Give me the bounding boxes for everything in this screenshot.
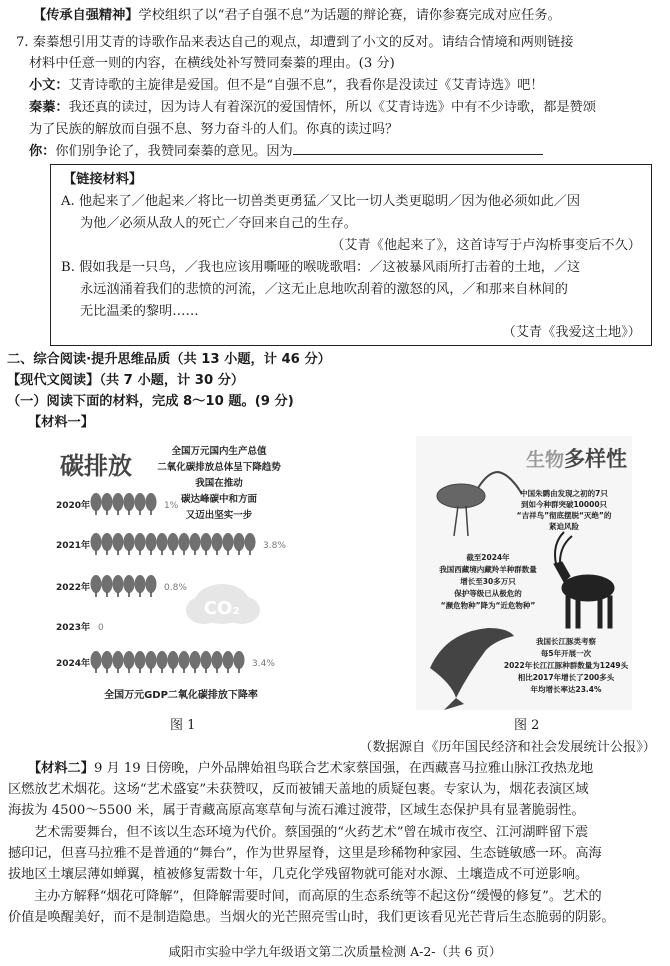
tree-trunk xyxy=(106,510,108,515)
material2-line2: 区燃放艺术烟花。这场“艺术盛宴”未获赞叹，反而被铺天盖地的质疑包裹。专家认为，烟花表演区域 xyxy=(8,782,589,797)
tree-trunk xyxy=(161,668,163,673)
tree-mark xyxy=(146,575,157,593)
dolphin-icon xyxy=(430,628,514,710)
tree-trunk xyxy=(150,510,152,515)
dolphin-text: 我国长江豚类考察 xyxy=(536,637,596,646)
tree-mark xyxy=(113,493,124,511)
q7-line2: 材料中任意一则的内容，在横线处补写赞同秦蓁的理由。(3 分) xyxy=(29,56,395,71)
dolphin-text: 2022年长江江豚种群数量为1249头 xyxy=(503,661,629,670)
tree-mark xyxy=(223,533,234,551)
figure-2-caption: 图 2 xyxy=(514,718,540,733)
tree-trunk xyxy=(128,668,130,673)
figure-2-biodiversity xyxy=(416,436,632,710)
fig1-note: 二氧化碳排放总体呈下降趋势 xyxy=(157,462,281,473)
tree-mark xyxy=(91,493,102,511)
tree-mark xyxy=(212,533,223,551)
tree-mark xyxy=(113,533,124,551)
value-label: 0 xyxy=(98,623,104,633)
dialogue-text: 你们别争论了，我赞同秦蓁的意见。因为 xyxy=(55,144,293,159)
answer-blank[interactable] xyxy=(293,142,543,155)
speaker-label: 小文： xyxy=(29,78,69,93)
deer-text: 增长至30多万只 xyxy=(460,577,516,586)
tree-mark xyxy=(124,493,135,511)
deer-text: “濒危物种”降为“近危物种” xyxy=(440,601,536,610)
figure-1-caption: 图 1 xyxy=(170,718,196,733)
tree-trunk xyxy=(117,668,119,673)
tree-mark xyxy=(190,651,201,669)
dialogue-text: 我还真的读过，因为诗人有着深沉的爱国情怀，所以《艾青诗选》中有不少诗歌，都是赞颂 xyxy=(68,100,597,115)
tree-mark xyxy=(124,575,135,593)
tree-mark xyxy=(179,533,190,551)
fig1-title: 碳排放 xyxy=(60,452,132,480)
speaker-label: 你： xyxy=(29,144,56,159)
link-title: 【链接材料】 xyxy=(63,172,143,187)
fig1-note: 又迈出坚实一步 xyxy=(185,510,253,521)
tree-mark xyxy=(234,533,245,551)
tree-mark xyxy=(157,651,168,669)
intro-tag: 【传承自强精神】 xyxy=(33,8,139,23)
dialogue-xiaowen xyxy=(29,76,544,95)
tree-trunk xyxy=(249,550,251,555)
tree-trunk xyxy=(216,668,218,673)
tree-mark xyxy=(91,533,102,551)
tree-trunk xyxy=(227,550,229,555)
tree-mark xyxy=(135,651,146,669)
tree-trunk xyxy=(106,592,108,597)
tree-mark xyxy=(212,651,223,669)
tree-mark xyxy=(124,651,135,669)
tree-mark xyxy=(91,651,102,669)
material2-line7: 主办方解释“烟花可降解”，但降解需要时间，而高原的生态系统等不起这份“缓慢的修复”。艺术的 xyxy=(34,889,602,904)
tree-mark xyxy=(135,533,146,551)
deer-text: 截至2024年 xyxy=(466,553,510,562)
antelope-icon xyxy=(554,532,614,628)
link-material-box xyxy=(50,164,652,346)
tree-mark xyxy=(113,575,124,593)
tree-trunk xyxy=(117,510,119,515)
link-b3: 无比温柔的黎明…… xyxy=(80,304,199,319)
tree-mark xyxy=(201,651,212,669)
value-label: 3.8% xyxy=(263,541,286,551)
figure-1-carbon xyxy=(54,436,308,706)
year-label: 2022年 xyxy=(56,583,91,593)
tree-trunk xyxy=(128,592,130,597)
tree-trunk xyxy=(227,668,229,673)
tree-trunk xyxy=(183,550,185,555)
tree-trunk xyxy=(117,592,119,597)
ibis-icon xyxy=(437,472,522,536)
tree-mark xyxy=(157,533,168,551)
tree-mark xyxy=(102,575,113,593)
tree-trunk xyxy=(139,510,141,515)
tree-mark xyxy=(102,651,113,669)
material1-label: 【材料一】 xyxy=(28,415,94,430)
fig1-note: 全国万元国内生产总值 xyxy=(171,446,267,457)
tree-trunk xyxy=(139,550,141,555)
fig1-footer: 全国万元GDP二氧化碳排放下降率 xyxy=(104,690,258,701)
dialogue-text: 艾青诗歌的主旋律是爱国。但不是“自强不息”，我看你是没读过《艾青诗选》吧！ xyxy=(68,78,544,93)
tree-mark xyxy=(146,533,157,551)
dolphin-text: 年均增长率达23.4% xyxy=(530,685,602,694)
year-label: 2021年 xyxy=(56,541,91,551)
tree-trunk xyxy=(172,550,174,555)
link-a2: 为他／必须从敌人的死亡／夺回来自己的生存。 xyxy=(80,216,357,231)
dialogue-qinzhen xyxy=(29,98,596,117)
tree-mark xyxy=(245,533,256,551)
deer-text: 保护等级已从极危的 xyxy=(454,589,522,598)
year-label: 2023年 xyxy=(56,623,91,633)
intro-text: 学校组织了以“君子自强不息”为话题的辩论赛，请你参赛完成对应任务。 xyxy=(138,8,561,23)
tree-trunk xyxy=(150,550,152,555)
tree-mark xyxy=(146,651,157,669)
link-a1: A. 他起来了／他起来／将比一切兽类更勇猛／又比一切人类更聪明／因为他必须如此／因 xyxy=(61,194,581,209)
part1-heading: （一）阅读下面的材料，完成 8～10 题。(9 分) xyxy=(7,394,294,409)
tree-trunk xyxy=(238,550,240,555)
tree-trunk xyxy=(95,510,97,515)
link-a-source: （艾青《他起来了》，这首诗写于卢沟桥事变后不久） xyxy=(331,238,641,253)
tree-trunk xyxy=(95,668,97,673)
dolphin-text: 相比2017年增长了200多头 xyxy=(517,673,615,682)
material2-line6: 拔地区土壤层薄如蝉翼，植被修复需数十年，几克化学残留物就可能对水源、土壤造成不可逆影响。 xyxy=(8,867,589,882)
ibis-text: 到如今种群突破10000只 xyxy=(520,500,608,509)
deer-text: 我国西藏境内藏羚羊种群数量 xyxy=(439,565,537,574)
tree-trunk xyxy=(139,668,141,673)
tree-mark xyxy=(135,575,146,593)
tree-mark xyxy=(201,533,212,551)
ibis-text: 紧迫风险 xyxy=(549,522,579,531)
tree-trunk xyxy=(172,668,174,673)
section2-heading: 二、综合阅读·提升思维品质（共 13 小题，计 46 分） xyxy=(7,352,331,367)
tree-mark xyxy=(190,533,201,551)
carbon-chart xyxy=(54,436,308,706)
fig1-note: 我国在推动 xyxy=(195,478,243,489)
tree-mark xyxy=(168,651,179,669)
tree-mark xyxy=(135,493,146,511)
value-label: 1% xyxy=(164,501,179,511)
paragraph-text: 9 月 19 日傍晚，户外品牌始祖鸟联合艺术家蔡国强，在西藏喜马拉雅山脉江孜热龙地 xyxy=(93,761,594,776)
tree-trunk xyxy=(194,668,196,673)
link-b2: 永远汹涌着我们的悲愤的河流，／这无止息地吹刮着的激怒的风，／和那来自林间的 xyxy=(80,282,568,297)
ibis-text: 中国朱鹮由发现之初的7只 xyxy=(520,489,608,498)
material2-line1 xyxy=(28,759,593,778)
link-b1: B. 假如我是一只鸟，／我也应该用嘶哑的喉咙歌唱：／这被暴风雨所打击着的土地，／这 xyxy=(61,260,581,275)
page-footer: 咸阳市实验中学九年级语文第二次质量检测 A-2-（共 6 页） xyxy=(168,944,502,959)
tree-trunk xyxy=(128,510,130,515)
year-label: 2020年 xyxy=(56,501,91,511)
tree-trunk xyxy=(139,592,141,597)
material2-line4: 艺术需要舞台，但不该以生态环境为代价。蔡国强的“火药艺术”曾在城市夜空、江河湖畔留下震 xyxy=(34,825,589,840)
tree-mark xyxy=(146,493,157,511)
fig1-note: 碳达峰碳中和方面 xyxy=(180,494,258,505)
tree-trunk xyxy=(194,550,196,555)
tree-mark xyxy=(124,533,135,551)
ibis-text: “吉祥鸟”彻底摆脱“灭绝”的 xyxy=(516,511,612,520)
speaker-label: 秦蓁： xyxy=(29,100,69,115)
value-label: 0.8% xyxy=(164,583,187,593)
tree-trunk xyxy=(150,592,152,597)
q7-line1: 7. 秦蓁想引用艾青的诗歌作品来表达自己的观点，却遭到了小文的反对。请结合情境和两则链接 xyxy=(16,35,574,50)
material2-line5: 撼印记，但喜马拉雅不是普通的“舞台”，作为世界屋脊，这里是珍稀物种家园、生态链敏感一环。高海 xyxy=(8,846,602,861)
dialogue-ni xyxy=(29,142,543,161)
tree-mark xyxy=(179,651,190,669)
tree-trunk xyxy=(216,550,218,555)
intro-line xyxy=(33,6,561,25)
tree-mark xyxy=(223,651,234,669)
tree-trunk xyxy=(95,592,97,597)
tree-trunk xyxy=(106,550,108,555)
tree-mark xyxy=(91,575,102,593)
modern-heading: 【现代文阅读】（共 7 小题，计 30 分） xyxy=(7,373,245,388)
tree-mark xyxy=(234,651,245,669)
tree-trunk xyxy=(95,550,97,555)
tree-trunk xyxy=(128,550,130,555)
fig2-title-1: 生物 xyxy=(526,449,565,471)
tree-trunk xyxy=(238,668,240,673)
biodiversity-poster xyxy=(416,436,632,710)
tree-mark xyxy=(102,493,113,511)
tree-trunk xyxy=(150,668,152,673)
tree-trunk xyxy=(106,668,108,673)
material2-label: 【材料二】 xyxy=(28,761,94,776)
fig2-title-2: 多样性 xyxy=(564,447,627,471)
tree-trunk xyxy=(205,550,207,555)
tree-trunk xyxy=(161,550,163,555)
tree-trunk xyxy=(183,668,185,673)
link-b-source: （艾青《我爱这土地》） xyxy=(502,325,641,340)
tree-trunk xyxy=(205,668,207,673)
material2-line8: 价值是唤醒美好，而不是制造隐患。当烟火的光芒照亮雪山时，我们更该看见光芒背后生态脆弱的阴影。 xyxy=(8,910,615,925)
dolphin-text: 每5年开展一次 xyxy=(540,649,592,658)
dialogue-qinzhen-cont: 为了民族的解放而自强不息、努力奋斗的人们。你真的读过吗？ xyxy=(29,122,399,137)
co2-label: CO₂ xyxy=(203,598,241,619)
data-source: （数据源自《历年国民经济和社会发展统计公报》） xyxy=(359,740,656,755)
tree-mark xyxy=(168,533,179,551)
material2-line3: 海拔为 4500～5500 米，属于青藏高原高寒草甸与流石滩过渡带，区域生态保护具有显著脆弱性。 xyxy=(8,803,585,818)
tree-trunk xyxy=(117,550,119,555)
tree-mark xyxy=(102,533,113,551)
tree-mark xyxy=(113,651,124,669)
value-label: 3.4% xyxy=(252,659,275,669)
year-label: 2024年 xyxy=(56,659,91,669)
